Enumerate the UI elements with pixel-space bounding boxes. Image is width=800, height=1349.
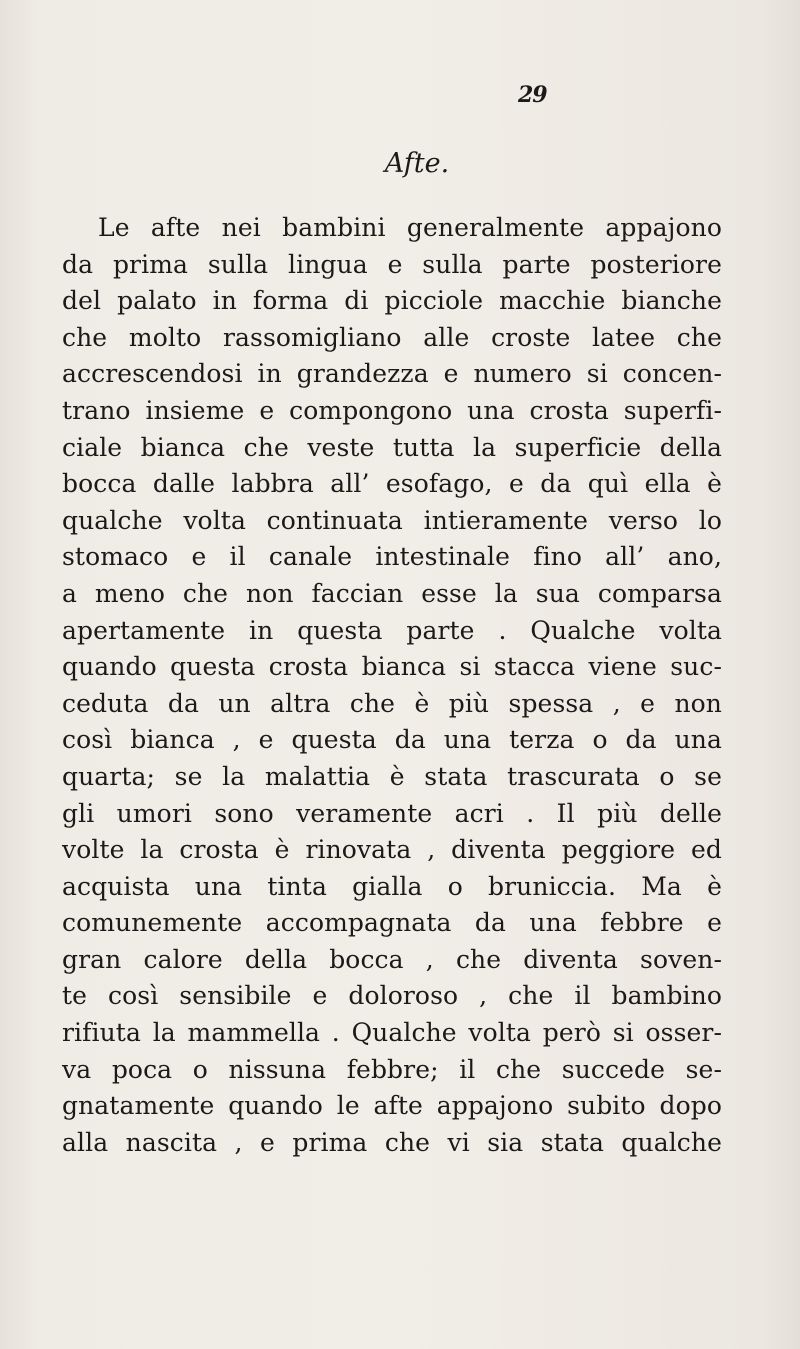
text-line: gnatamente quando le afte appajono subito dopo — [62, 1091, 722, 1121]
text-line: va poca o nissuna febbre; il che succede se- — [62, 1054, 722, 1084]
section-heading: Afte. — [384, 148, 450, 179]
page-number: 29 — [518, 82, 547, 108]
text-line: acquista una tinta gialla o bruniccia. Ma è — [62, 871, 722, 901]
text-line: volte la crosta è rinovata , diventa peggiore ed — [62, 835, 722, 865]
text-line: rifiuta la mammella . Qualche volta però si osser- — [62, 1018, 722, 1048]
text-line: qualche volta continuata intieramente verso lo — [62, 505, 722, 535]
text-line: gli umori sono veramente acri . Il più delle — [62, 798, 722, 828]
text-line: a meno che non faccian esse la sua comparsa — [62, 578, 722, 608]
text-line: ciale bianca che veste tutta la superficie della — [62, 432, 722, 462]
text-line: accrescendosi in grandezza e numero si concen- — [62, 359, 722, 389]
text-line: trano insieme e compongono una crosta superfi- — [62, 395, 722, 425]
text-line: quando questa crosta bianca si stacca viene suc- — [62, 652, 722, 682]
text-line: alla nascita , e prima che vi sia stata qualche — [62, 1127, 722, 1157]
text-line: apertamente in questa parte . Qualche volta — [62, 615, 722, 645]
text-line: gran calore della bocca , che diventa soven- — [62, 944, 722, 974]
text-line: Le afte nei bambini generalmente appajono — [98, 213, 722, 242]
text-line: che molto rassomigliano alle croste latee che — [62, 322, 722, 352]
text-line: da prima sulla lingua e sulla parte posteriore — [62, 249, 722, 279]
text-line: del palato in forma di picciole macchie bianche — [62, 286, 722, 316]
text-line: bocca dalle labbra all’ esofago, e da quì ella è — [62, 469, 722, 499]
text-line: stomaco e il canale intestinale fino all’ ano, — [62, 542, 722, 572]
text-line: così bianca , e questa da una terza o da una — [62, 725, 722, 755]
text-line: ceduta da un altra che è più spessa , e non — [62, 688, 722, 718]
text-line: te così sensibile e doloroso , che il bambino — [62, 981, 722, 1011]
text-line: comunemente accompagnata da una febbre e — [62, 908, 722, 938]
text-line: quarta; se la malattia è stata trascurata o se — [62, 761, 722, 791]
body-paragraph — [62, 210, 722, 1161]
